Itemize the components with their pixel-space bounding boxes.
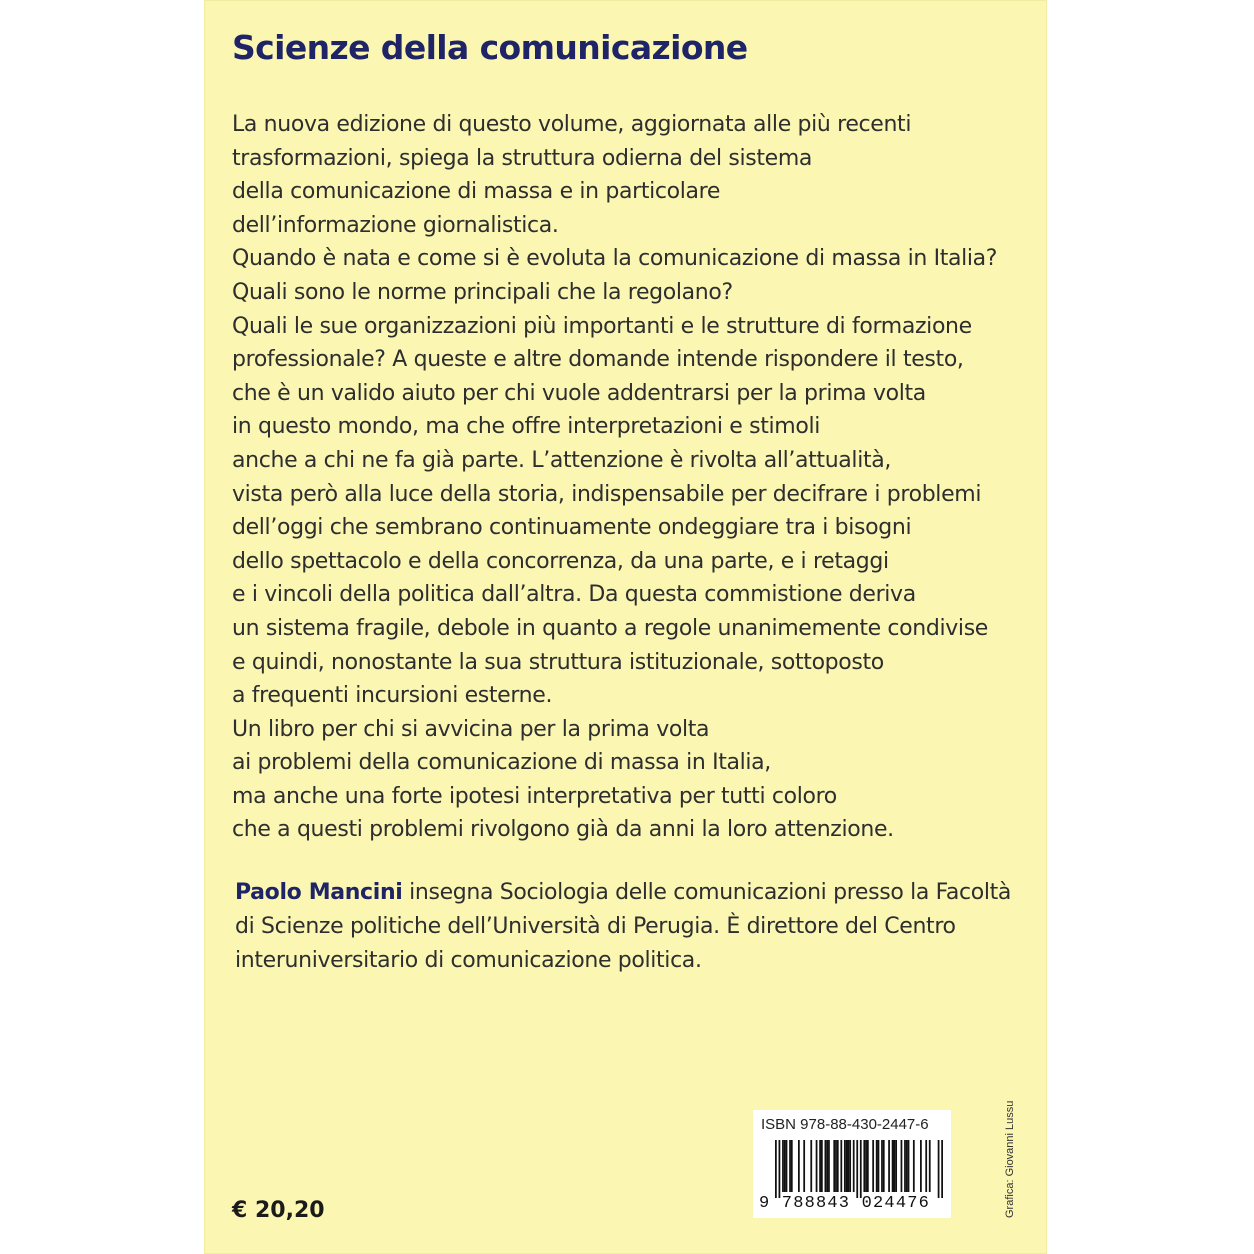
description-line: Un libro per chi si avvicina per la prima volta xyxy=(232,716,710,742)
barcode-bar xyxy=(789,1140,791,1192)
description-line: a frequenti incursioni esterne. xyxy=(232,683,553,709)
barcode-bar xyxy=(904,1140,906,1192)
barcode-bar xyxy=(892,1140,894,1192)
barcode-bar xyxy=(848,1140,850,1192)
barcode-bar xyxy=(929,1140,931,1192)
barcode-bar xyxy=(867,1140,869,1192)
barcode-bar xyxy=(837,1140,839,1192)
barcode-bar xyxy=(775,1140,777,1198)
author-bio-line: di Scienze politiche dell’Università di Perugia. È direttore del Centro xyxy=(235,914,956,939)
description-line: vista però alla luce della storia, indispensabile per decifrare i problemi xyxy=(232,481,982,507)
barcode-bar xyxy=(846,1140,848,1192)
barcode-bar xyxy=(798,1140,800,1192)
barcode-bar xyxy=(860,1140,862,1198)
book-title: Scienze della comunicazione xyxy=(232,28,748,67)
description-line: e quindi, nonostante la sua struttura istituzionale, sottoposto xyxy=(232,649,884,675)
barcode-bar xyxy=(826,1140,828,1192)
barcode-bar xyxy=(920,1140,922,1192)
author-bio-line xyxy=(235,876,1011,910)
description-line: anche a chi ne fa già parte. L’attenzione è rivolta all’attualità, xyxy=(232,447,892,473)
barcode-bar xyxy=(856,1140,858,1198)
author-bio-line: interuniversitario di comunicazione politica. xyxy=(235,948,702,973)
barcode-bar xyxy=(779,1140,781,1198)
description-line: ma anche una forte ipotesi interpretativa per tutti coloro xyxy=(232,783,837,809)
ean-digits: 9 788843 024476 xyxy=(759,1194,931,1213)
book-description xyxy=(232,108,997,847)
barcode-bar xyxy=(938,1140,940,1198)
description-line: della comunicazione di massa e in particolare xyxy=(232,179,721,205)
description-line: professionale? A queste e altre domande intende rispondere il testo, xyxy=(232,347,964,373)
barcode-bar xyxy=(901,1140,903,1192)
barcode-bar xyxy=(849,1140,851,1192)
barcode-bar xyxy=(853,1140,855,1192)
author-name: Paolo Mancini xyxy=(235,880,403,905)
barcode-bar xyxy=(925,1140,927,1192)
isbn-number: ISBN 978-88-430-2447-6 xyxy=(761,1116,929,1133)
barcode-bar xyxy=(803,1140,805,1192)
barcode-bar xyxy=(844,1140,846,1192)
barcode-bar xyxy=(840,1140,842,1192)
description-line: in questo mondo, ma che offre interpretazioni e stimoli xyxy=(232,414,820,440)
barcode-bar xyxy=(821,1140,823,1192)
barcode-bar xyxy=(878,1140,880,1192)
barcode-bar xyxy=(941,1140,943,1198)
barcode-bar xyxy=(786,1140,788,1192)
description-line: La nuova edizione di questo volume, aggiornata alle più recenti xyxy=(232,112,912,137)
barcode-icon xyxy=(775,1140,943,1198)
description-line: Quando è nata e come si è evoluta la comunicazione di massa in Italia? xyxy=(232,246,998,272)
barcode-bar xyxy=(906,1140,908,1192)
barcode-bar xyxy=(872,1140,874,1192)
description-line: dell’informazione giornalistica. xyxy=(232,212,559,238)
barcode-bar xyxy=(828,1140,830,1192)
barcode-bar xyxy=(791,1140,793,1192)
description-line: che a questi problemi rivolgono già da anni la loro attenzione. xyxy=(232,817,894,843)
description-line: dell’oggi che sembrano continuamente ondeggiare tra i bisogni xyxy=(232,515,912,541)
barcode-bar xyxy=(835,1140,837,1192)
price-label: € 20,20 xyxy=(232,1198,325,1223)
barcode-area xyxy=(753,1110,951,1218)
barcode-bar xyxy=(881,1140,883,1192)
description-line: Quali sono le norme principali che la regolano? xyxy=(232,279,733,305)
description-line: trasformazioni, spiega la struttura odierna del sistema xyxy=(232,145,813,171)
barcode-bar xyxy=(782,1140,784,1192)
barcode-bar xyxy=(893,1140,895,1192)
author-bio-text: insegna Sociologia delle comunicazioni presso la Facoltà xyxy=(402,880,1012,905)
barcode-bar xyxy=(816,1140,818,1192)
author-bio xyxy=(235,876,1011,978)
barcode-bar xyxy=(876,1140,878,1192)
description-line: Quali le sue organizzazioni più importanti e le strutture di formazione xyxy=(232,313,972,339)
barcode-bar xyxy=(888,1140,890,1192)
barcode-bar xyxy=(865,1140,867,1192)
barcode-bar xyxy=(784,1140,786,1192)
barcode-bar xyxy=(825,1140,827,1192)
barcode-bar xyxy=(863,1140,865,1192)
description-line: ai problemi della comunicazione di massa in Italia, xyxy=(232,750,771,776)
barcode-bar xyxy=(895,1140,897,1192)
description-line: un sistema fragile, debole in quanto a regole unanimemente condivise xyxy=(232,615,988,641)
description-line: che è un valido aiuto per chi vuole addentrarsi per la prima volta xyxy=(232,380,926,406)
description-line: e i vincoli della politica dall’altra. Da questa commistione deriva xyxy=(232,582,916,608)
barcode-bar xyxy=(908,1140,910,1192)
barcode-bar xyxy=(913,1140,915,1192)
barcode-bar xyxy=(833,1140,835,1192)
barcode-bar xyxy=(883,1140,885,1192)
description-line: dello spettacolo e della concorrenza, da una parte, e i retaggi xyxy=(232,548,889,574)
book-back-cover xyxy=(204,0,1047,1254)
barcode-bar xyxy=(810,1140,812,1192)
barcode-bar xyxy=(819,1140,821,1192)
design-credit: Grafica: Giovanni Lussu xyxy=(1004,1100,1016,1218)
